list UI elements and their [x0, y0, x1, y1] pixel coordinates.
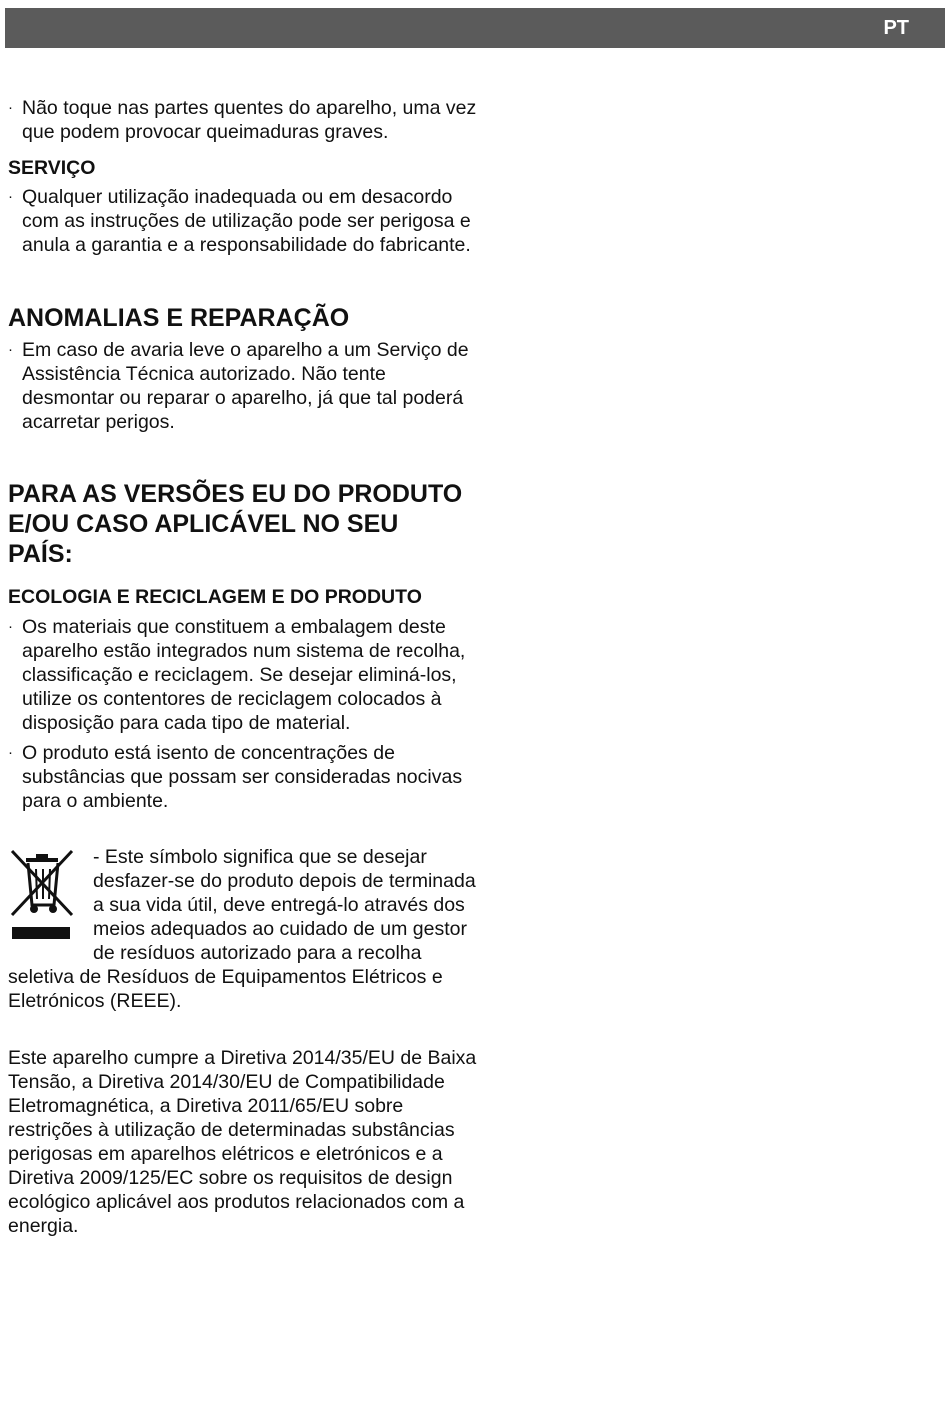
crossed-out-wheelie-bin-icon: [8, 845, 76, 943]
directives-paragraph: Este aparelho cumpre a Diretiva 2014/35/EU de Baixa Tensão, a Diretiva 2014/30/EU de Compatibilidade Eletromagnética, a Diretiva 2011/65/EU sobre restrições à utilização de determinadas substâncias perigosas em aparelhos elétricos e eletrónicos e a Diretiva 2009/125/EC sobre os requisitos de design ecológico aplicável aos produtos relacionados com a energia.: [8, 1047, 477, 1237]
bullet-text: Qualquer utilização inadequada ou em desacordo com as instruções de utilização pode ser perigosa e anula a garantia e a responsabilidade do fabricante.: [22, 186, 471, 256]
weee-block: [8, 845, 478, 1013]
repair-heading: ANOMALIAS E REPARAÇÃO: [8, 304, 350, 332]
bullet-packaging: [8, 615, 478, 735]
bullet-substances: [8, 741, 478, 813]
bullet-text: Em caso de avaria leve o aparelho a um Serviço de Assistência Técnica autorizado. Não tente desmontar ou reparar o aparelho, já que tal poderá acarretar perigos.: [22, 339, 469, 433]
bullet-service: [8, 185, 478, 257]
bullet-dot: ·: [8, 188, 13, 205]
document-content: [8, 96, 478, 1238]
ecology-subheading: ECOLOGIA E RECICLAGEM E DO PRODUTO: [8, 586, 422, 608]
bullet-dot: ·: [8, 618, 13, 635]
bullet-dot: ·: [8, 99, 13, 116]
bullet-dot: ·: [8, 744, 13, 761]
bullet-dot: ·: [8, 341, 13, 358]
service-heading: SERVIÇO: [8, 157, 96, 179]
bullet-text: Os materiais que constituem a embalagem deste aparelho estão integrados num sistema de recolha, classificação e reciclagem. Se desejar eliminá-los, utilize os contentores de reciclagem colocados à disposição para cada tipo de material.: [22, 616, 466, 734]
weee-description: - Este símbolo significa que se desejar desfazer-se do produto depois de terminada a sua vida útil, deve entregá-lo através dos meios adequados ao cuidado de um gestor de resíduos autorizado para a recolha seletiva de Resíduos de Equipamentos Elétricos e Eletrónicos (REEE).: [8, 846, 476, 1012]
bullet-hot-parts: [8, 96, 478, 144]
language-code: PT: [883, 17, 909, 39]
bullet-text: O produto está isento de concentrações de substâncias que possam ser consideradas nocivas para o ambiente.: [22, 742, 463, 812]
bullet-text: Não toque nas partes quentes do aparelho, uma vez que podem provocar queimaduras graves.: [22, 97, 477, 143]
bullet-repair: [8, 338, 478, 434]
header-bar: [5, 8, 945, 48]
weee-text: [8, 845, 478, 1013]
eu-heading: PARA AS VERSÕES EU DO PRODUTO E/OU CASO APLICÁVEL NO SEU PAÍS:: [8, 480, 463, 568]
